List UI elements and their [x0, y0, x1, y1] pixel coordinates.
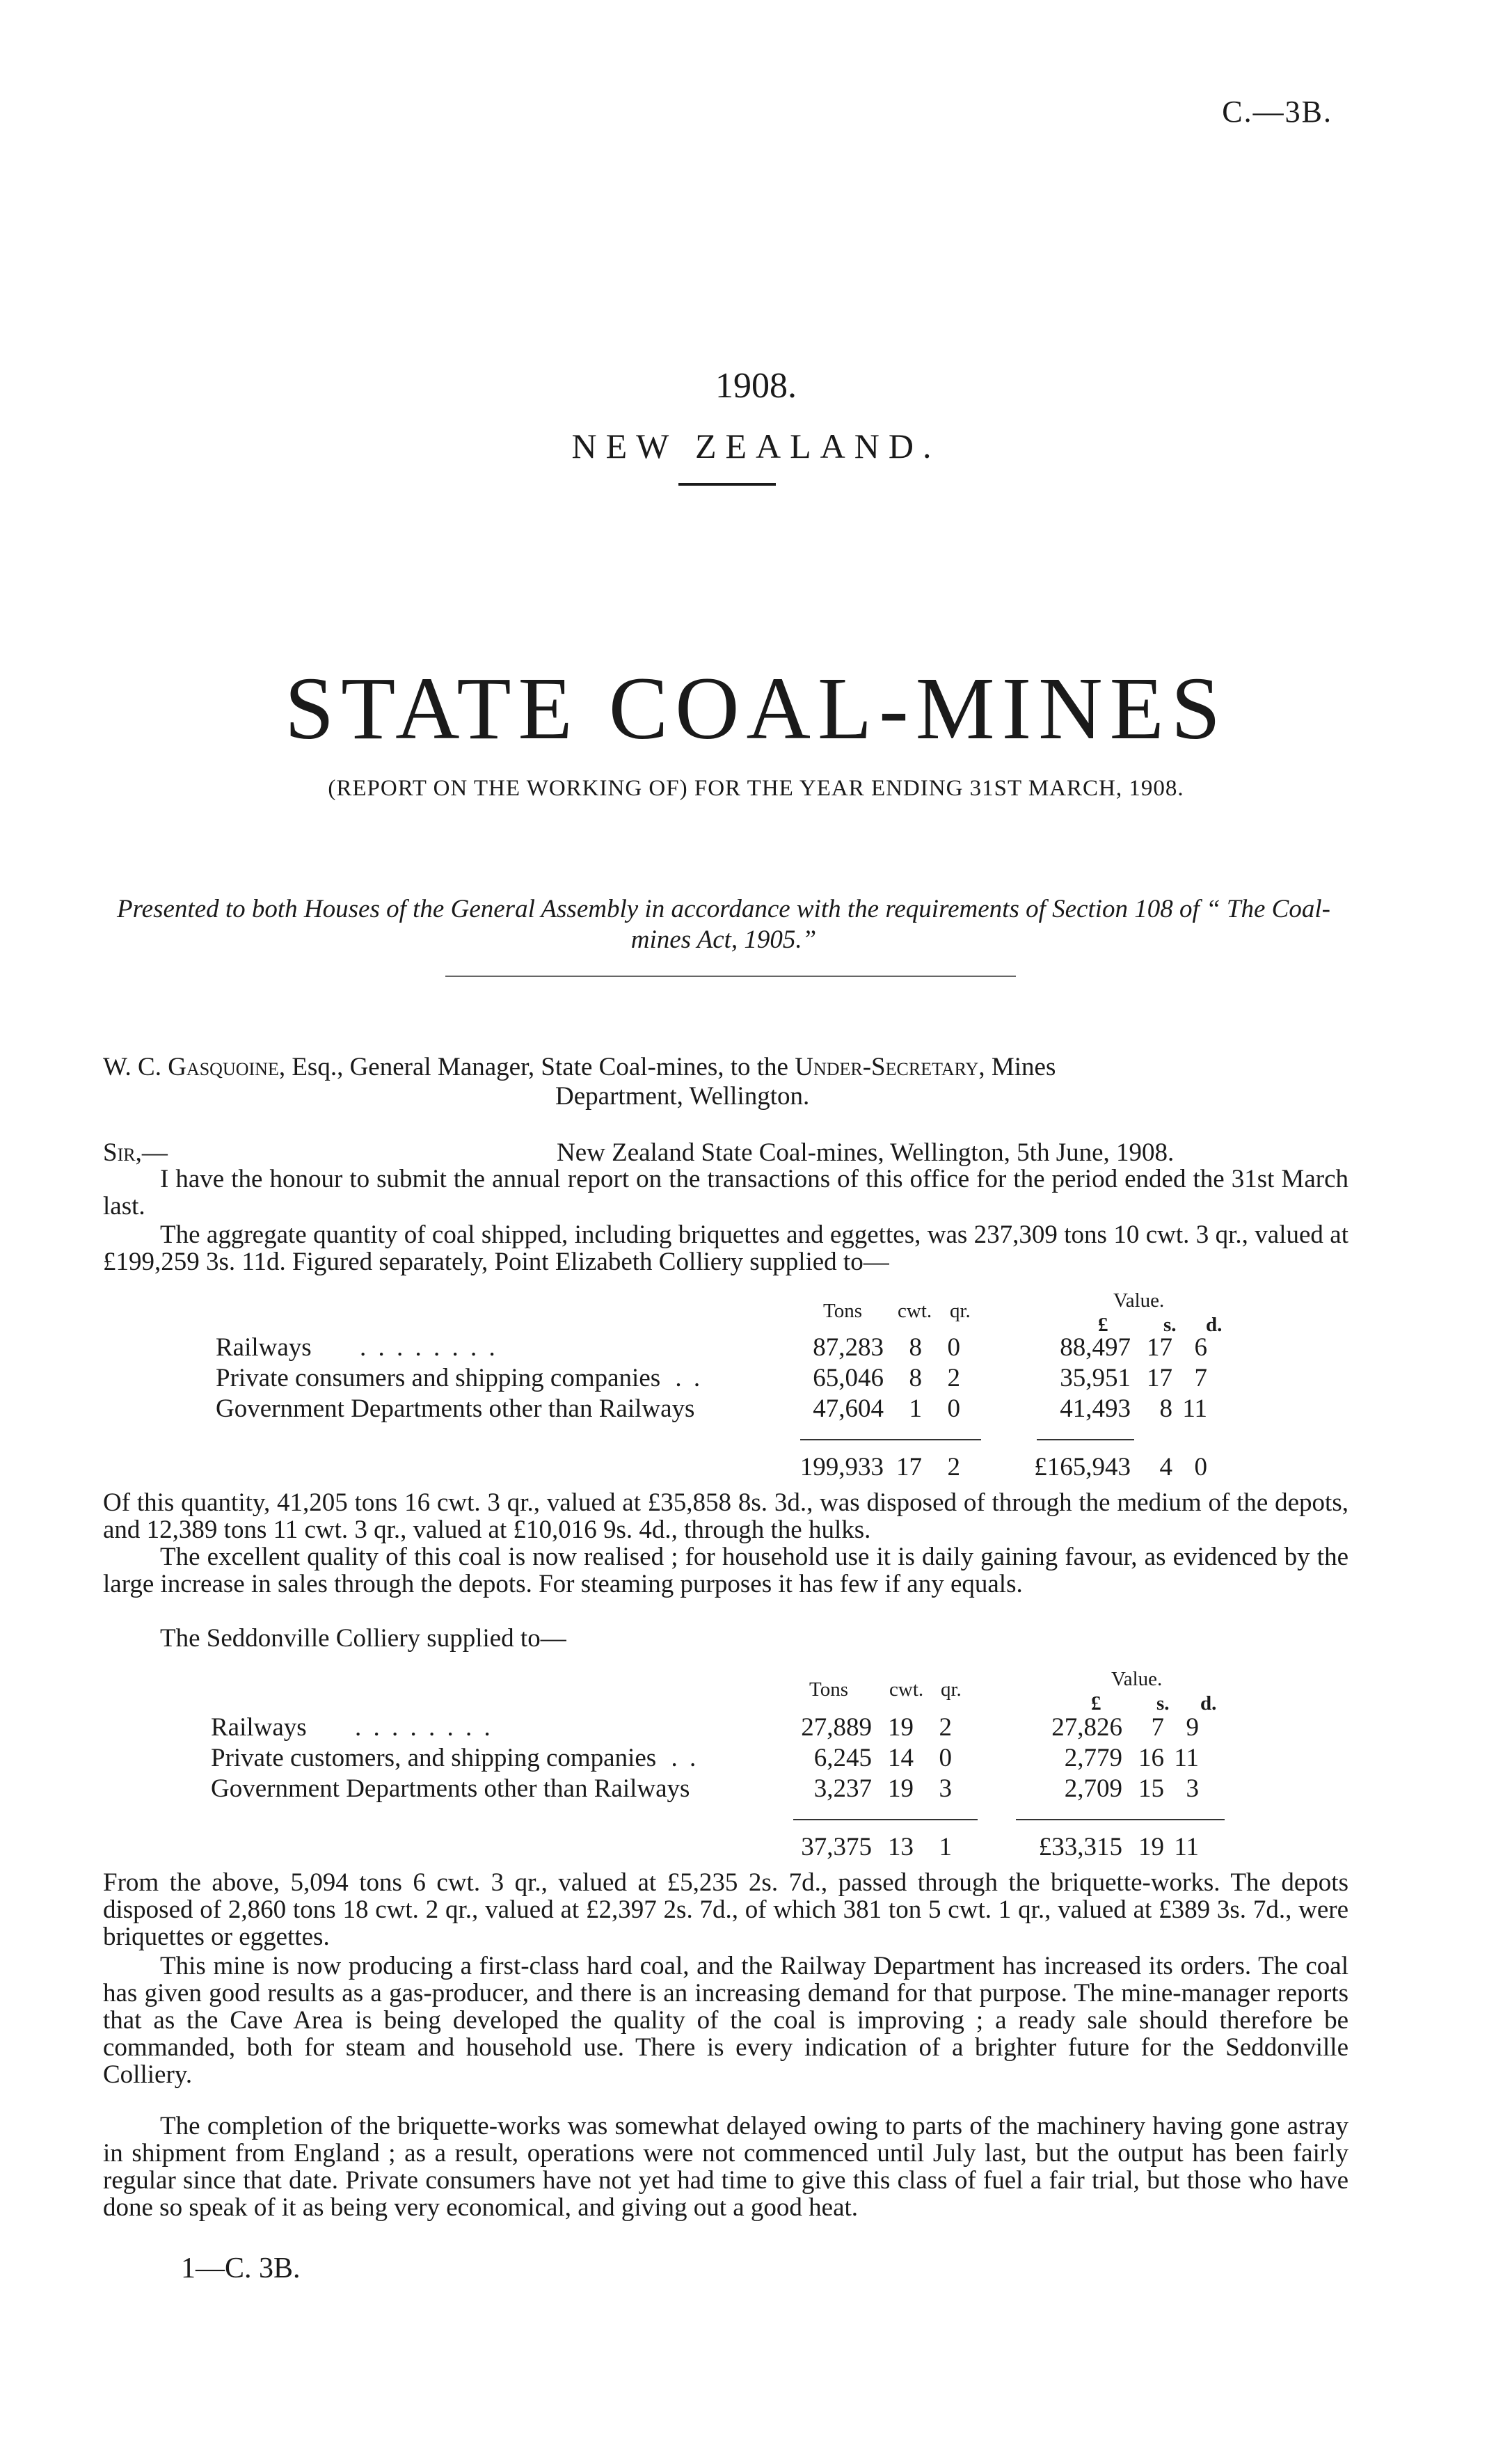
table-row	[216, 1333, 1207, 1364]
paragraph-8: The completion of the briquette-works was somewhat delayed owing to parts of the machinery having gone astray in shipment from England ; as a result, operations were not commenced until July last, but the output has been fairly regular since that date. Private consumers have not yet had time to give this class of fuel a fair trial, but those who have done so speak of it as being very economical, and giving out a good heat.	[103, 2112, 1348, 2222]
shillings-cell: 7	[1151, 1713, 1164, 1742]
shillings-cell: 16	[1138, 1744, 1164, 1772]
table-row	[211, 1774, 1199, 1805]
letter-to-name: Under-Secretary	[795, 1053, 979, 1081]
salutation: Sir,—	[103, 1138, 168, 1167]
tons-cell: 47,604	[813, 1394, 884, 1423]
row-label: Railways . . . . . . . .	[216, 1333, 498, 1362]
table1-header-qr: qr.	[950, 1300, 971, 1322]
table2-total-rule-quantity	[793, 1819, 978, 1820]
cwt-cell: 8	[909, 1364, 922, 1392]
letter-from-prefix: W. C.	[103, 1053, 168, 1081]
pounds-cell: 27,826	[1051, 1713, 1122, 1742]
qr-cell: 2	[947, 1364, 960, 1392]
paragraph-5: The Seddonville Colliery supplied to—	[160, 1624, 566, 1653]
presentation-rule	[445, 976, 1016, 977]
paragraph-4: The excellent quality of this coal is now realised ; for household use it is daily gaining favour, as evidenced by the large increase in sales through the depots. For steaming purposes it has few if any equals.	[103, 1543, 1348, 1598]
qr-cell: 0	[939, 1744, 952, 1772]
total-qr: 2	[947, 1453, 960, 1481]
paragraph-2: The aggregate quantity of coal shipped, including briquettes and eggettes, was 237,309 tons 10 cwt. 3 qr., valued at £199,259 3s. 11d. Figured separately, Point Elizabeth Colliery supplied to—	[103, 1220, 1348, 1276]
heading-rule	[678, 483, 776, 486]
pounds-cell: 88,497	[1060, 1333, 1131, 1362]
total-shillings: 19	[1138, 1833, 1164, 1861]
table2-total-rule-value	[1016, 1819, 1225, 1820]
table2-header-shillings: s.	[1156, 1692, 1170, 1715]
pence-cell: 7	[1194, 1364, 1207, 1392]
letter-to-department: Department, Wellington.	[555, 1082, 810, 1111]
table2-header-value: Value.	[1111, 1668, 1163, 1690]
shillings-cell: 17	[1147, 1364, 1172, 1392]
table-total-row	[211, 1805, 1199, 1863]
letter-from-suffix: , Esq., General Manager, State Coal-mines, to the	[278, 1053, 795, 1081]
table1-total-rule-value	[1037, 1439, 1134, 1440]
total-pence: 0	[1194, 1453, 1207, 1481]
table-row	[211, 1744, 1199, 1774]
table1-header-shillings: s.	[1163, 1314, 1177, 1336]
cwt-cell: 19	[888, 1774, 914, 1803]
pence-cell: 11	[1174, 1744, 1199, 1772]
total-cwt: 17	[896, 1453, 922, 1481]
table2-header-pounds: £	[1091, 1692, 1101, 1715]
table2-header-qr: qr.	[941, 1678, 962, 1701]
pounds-cell: 2,709	[1064, 1774, 1122, 1803]
page-identifier: C.—3B.	[1222, 95, 1332, 129]
presentation-note: Presented to both Houses of the General Assembly in accordance with the requirements of Section 108 of “ The Coal-mines Act, 1905.”	[117, 895, 1330, 954]
letter-from-name: Gasquoine	[168, 1053, 279, 1081]
pounds-cell: 35,951	[1060, 1364, 1131, 1392]
table2-header-cwt: cwt.	[889, 1678, 924, 1701]
tons-cell: 3,237	[813, 1774, 872, 1803]
tons-cell: 27,889	[801, 1713, 872, 1742]
total-cwt: 13	[888, 1833, 914, 1861]
tons-cell: 6,245	[813, 1744, 872, 1772]
cwt-cell: 8	[909, 1333, 922, 1362]
letter-to-suffix: , Mines	[978, 1053, 1056, 1081]
row-label: Railways . . . . . . . .	[211, 1713, 493, 1742]
pence-cell: 11	[1182, 1394, 1207, 1423]
report-title: STATE COAL-MINES	[284, 659, 1228, 758]
tons-cell: 87,283	[813, 1333, 884, 1362]
qr-cell: 0	[947, 1394, 960, 1423]
letter-heading	[103, 1053, 1348, 1111]
cwt-cell: 1	[909, 1394, 922, 1423]
shillings-cell: 17	[1147, 1333, 1172, 1362]
report-year: 1908.	[715, 366, 797, 406]
table-total-row	[216, 1425, 1207, 1484]
total-shillings: 4	[1159, 1453, 1172, 1481]
table1-total-rule-quantity	[800, 1439, 981, 1440]
qr-cell: 0	[947, 1333, 960, 1362]
shillings-cell: 8	[1159, 1394, 1172, 1423]
tons-cell: 65,046	[813, 1364, 884, 1392]
table-row	[211, 1713, 1199, 1744]
row-label: Private customers, and shipping companies . .	[211, 1744, 699, 1772]
total-pence: 11	[1174, 1833, 1199, 1861]
table1-header-value: Value.	[1113, 1289, 1165, 1312]
table1-header-pounds: £	[1098, 1314, 1108, 1336]
page-signature: 1—C. 3B.	[181, 2252, 301, 2284]
table1-header-pence: d.	[1206, 1314, 1223, 1336]
paragraph-6: From the above, 5,094 tons 6 cwt. 3 qr., valued at £5,235 2s. 7d., passed through the briquette-works. The depots disposed of 2,860 tons 18 cwt. 2 qr., valued at £2,397 2s. 7d., of which 381 ton 5 cwt. 1 qr., valued at £389 3s. 7d., were briquettes or eggettes.	[103, 1868, 1348, 1951]
place-and-date: New Zealand State Coal-mines, Wellington, 5th June, 1908.	[557, 1138, 1175, 1167]
cwt-cell: 14	[888, 1744, 914, 1772]
pence-cell: 3	[1186, 1774, 1199, 1803]
total-pounds: £165,943	[1034, 1453, 1131, 1481]
table1-point-elizabeth	[216, 1333, 1207, 1484]
paragraph-3: Of this quantity, 41,205 tons 16 cwt. 3 qr., valued at £35,858 8s. 3d., was disposed of through the medium of the depots, and 12,389 tons 11 cwt. 3 qr., valued at £10,016 9s. 4d., through the hulks.	[103, 1488, 1348, 1544]
row-label: Private consumers and shipping companies . .	[216, 1364, 703, 1392]
paragraph-1: I have the honour to submit the annual report on the transactions of this office for the period ended the 31st March last.	[103, 1165, 1348, 1220]
qr-cell: 3	[939, 1774, 952, 1803]
country-heading: NEW ZEALAND.	[571, 427, 941, 466]
table-row	[216, 1394, 1207, 1425]
shillings-cell: 15	[1138, 1774, 1164, 1803]
row-label: Government Departments other than Railways	[216, 1394, 695, 1423]
table1-header-tons: Tons	[823, 1300, 862, 1322]
total-qr: 1	[939, 1833, 952, 1861]
pounds-cell: 41,493	[1060, 1394, 1131, 1423]
table2-header-pence: d.	[1200, 1692, 1217, 1715]
row-label: Government Departments other than Railways	[211, 1774, 690, 1803]
total-tons: 37,375	[801, 1833, 872, 1861]
table1-header-cwt: cwt.	[898, 1300, 932, 1322]
table-row	[216, 1364, 1207, 1394]
total-tons: 199,933	[799, 1453, 884, 1481]
pounds-cell: 2,779	[1064, 1744, 1122, 1772]
table2-header-tons: Tons	[809, 1678, 848, 1701]
cwt-cell: 19	[888, 1713, 914, 1742]
report-subtitle: (REPORT ON THE WORKING OF) FOR THE YEAR ENDING 31ST MARCH, 1908.	[328, 776, 1184, 801]
table2-seddonville	[211, 1713, 1199, 1863]
pence-cell: 6	[1194, 1333, 1207, 1362]
total-pounds: £33,315	[1038, 1833, 1122, 1861]
paragraph-7: This mine is now producing a first-class hard coal, and the Railway Department has increased its orders. The coal has given good results as a gas-producer, and there is an increasing demand for that purpose. The mine-manager reports that as the Cave Area is being developed the quality of the coal is improving ; a ready sale should therefore be commanded, both for steam and household use. There is every indication of a brighter future for the Seddonville Colliery.	[103, 1952, 1348, 2089]
pence-cell: 9	[1186, 1713, 1199, 1742]
qr-cell: 2	[939, 1713, 952, 1742]
